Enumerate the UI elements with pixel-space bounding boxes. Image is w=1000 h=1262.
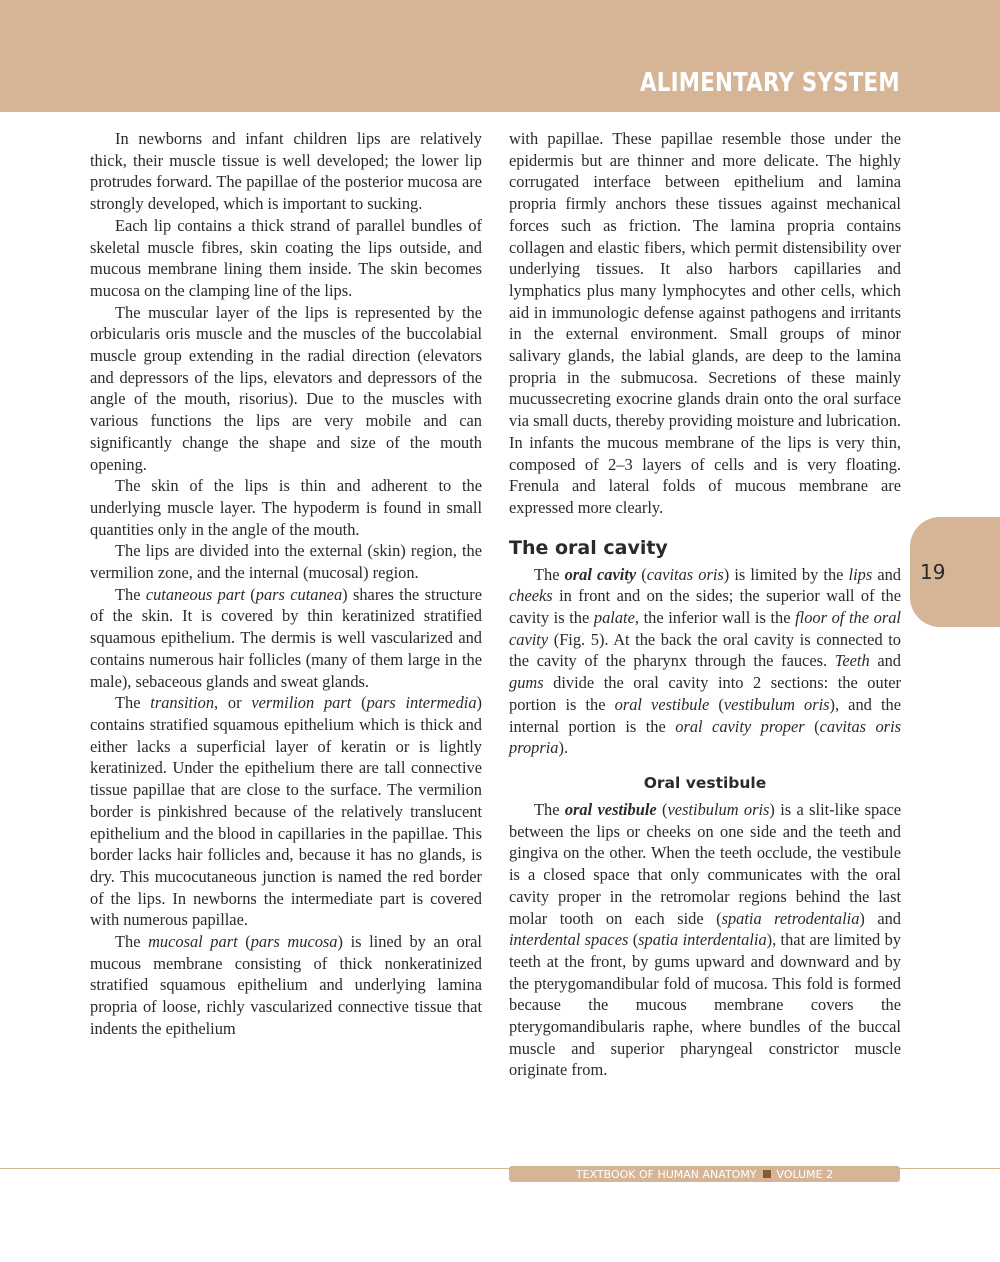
paragraph: The cutaneous part (pars cutanea) shares the structure of the skin. It is covered by thin keratinized stratified squamous epithelium. The dermis is well vascularized and contains numerous hair follicles (many of them large in the male), sebaceous glands and sweat glands. — [90, 584, 482, 691]
paragraph: In newborns and infant children lips are relatively thick, their muscle tissue is well developed; the lower lip protrudes forward. The papillae of the posterior mucosa are strongly developed, which is important to sucking. — [90, 129, 482, 214]
paragraph: The oral cavity (cavitas oris) is limited by the lips and cheeks in front and on the sides; the superior wall of the cavity is the palate, the inferior wall is the floor of the oral cavity (Fig. 5). At the back the oral cavity is connected to the cavity of the pharynx through the fauces. Teeth and gums divide the oral cavity into 2 sections: the outer portion is the oral vestibule (vestibulum oris), and the internal portion is the oral cavity proper (cavitas oris propria). — [509, 564, 902, 758]
paragraph: The muscular layer of the lips is represented by the orbicularis oris muscle and the muscles of the buccolabial muscle group extending in the radial direction (elevators and depressors of the lips, elevators and depressors of the angle of the mouth, risorius). Due to the muscles with various functions the lips are very mobile and can significantly change the shape and size of the mouth opening. — [90, 302, 482, 474]
footer-band — [509, 1166, 900, 1182]
paragraph: The mucosal part (pars mucosa) is lined by an oral mucous membrane consisting of thick nonkeratinized stratified squamous epithelium and underlying lamina propria of loose, richly vascularized connective tissue that indents the epithelium — [90, 932, 482, 1038]
footer-book-title: TEXTBOOK OF HUMAN ANATOMY — [575, 1167, 757, 1181]
chapter-title: ALIMENTARY SYSTEM — [640, 68, 900, 98]
square-bullet-icon — [763, 1170, 771, 1178]
left-column — [90, 128, 482, 1040]
section-heading: The oral cavity — [509, 536, 668, 559]
subsection-heading: Oral vestibule — [643, 773, 767, 792]
page-number: 19 — [920, 560, 946, 584]
footer-volume: VOLUME 2 — [776, 1167, 834, 1181]
paragraph: with papillae. These papillae resemble those under the epidermis but are thinner and more delicate. The highly corrugated interface between epithelium and lamina propria firmly anchors these tissues against mechanical forces such as friction. The lamina propria contains collagen and elastic fibers, which permit distensibility over underlying tissues. It also harbors capillaries and lymphatics plus many lymphocytes and other cells, which aid in immunologic defense against pathogens and irritants in the external environment. Small groups of minor salivary glands, the labial glands, are deep to the lamina propria in the submucosa. Secretions of these mainly mucussecreting exocrine glands drain onto the oral surface via small ducts, thereby providing moisture and lubrication. In infants the mucous membrane of the lips is very thin, composed of 2–3 layers of cells and is very floating. Frenula and lateral folds of mucous membrane are expressed more clearly. — [509, 129, 901, 517]
paragraph: The oral vestibule (vestibulum oris) is a slit-like space between the lips or cheeks on one side and the teeth and gingiva on the other. When the teeth occlude, the vestibule is a closed space that only communicates with the oral cavity proper in the retromolar regions behind the last molar tooth on each side (spatia retrodentalia) and interdental spaces (spatia interdentalia), that are limited by teeth at the front, by gums upward and downward and by the pterygomandibular fold of mucosa. This fold is formed because the mucous membrane covers the pterygomandibularis raphe, where bundles of the buccal muscle and superior pharyngeal constrictor muscle originate from. — [509, 799, 901, 1080]
paragraph: The transition, or vermilion part (pars intermedia) contains stratified squamous epithelium which is thick and either lacks a superficial layer of keratin or is lightly keratinized. Under the epithelium there are tall connective tissue papillae that are close to the surface. The vermilion border is pinkishred because of the relatively translucent epithelium and the blood in capillaries in the papillae. This border lacks hair follicles and, because it has no glands, is dry. This mucocutaneous junction is named the red border of the lips. In newborns the intermediate part is covered with numerous papillae. — [90, 693, 482, 930]
paragraph: Each lip contains a thick strand of parallel bundles of skeletal muscle fibres, skin coating the lips outside, and mucous membrane lining them inside. The skin becomes mucosa on the clamping line of the lips. — [90, 215, 482, 300]
right-column — [509, 128, 901, 1081]
paragraph: The lips are divided into the external (skin) region, the vermilion zone, and the internal (mucosal) region. — [90, 541, 482, 583]
paragraph: The skin of the lips is thin and adherent to the underlying muscle layer. The hypoderm is found in small quantities only in the angle of the mouth. — [90, 476, 482, 539]
